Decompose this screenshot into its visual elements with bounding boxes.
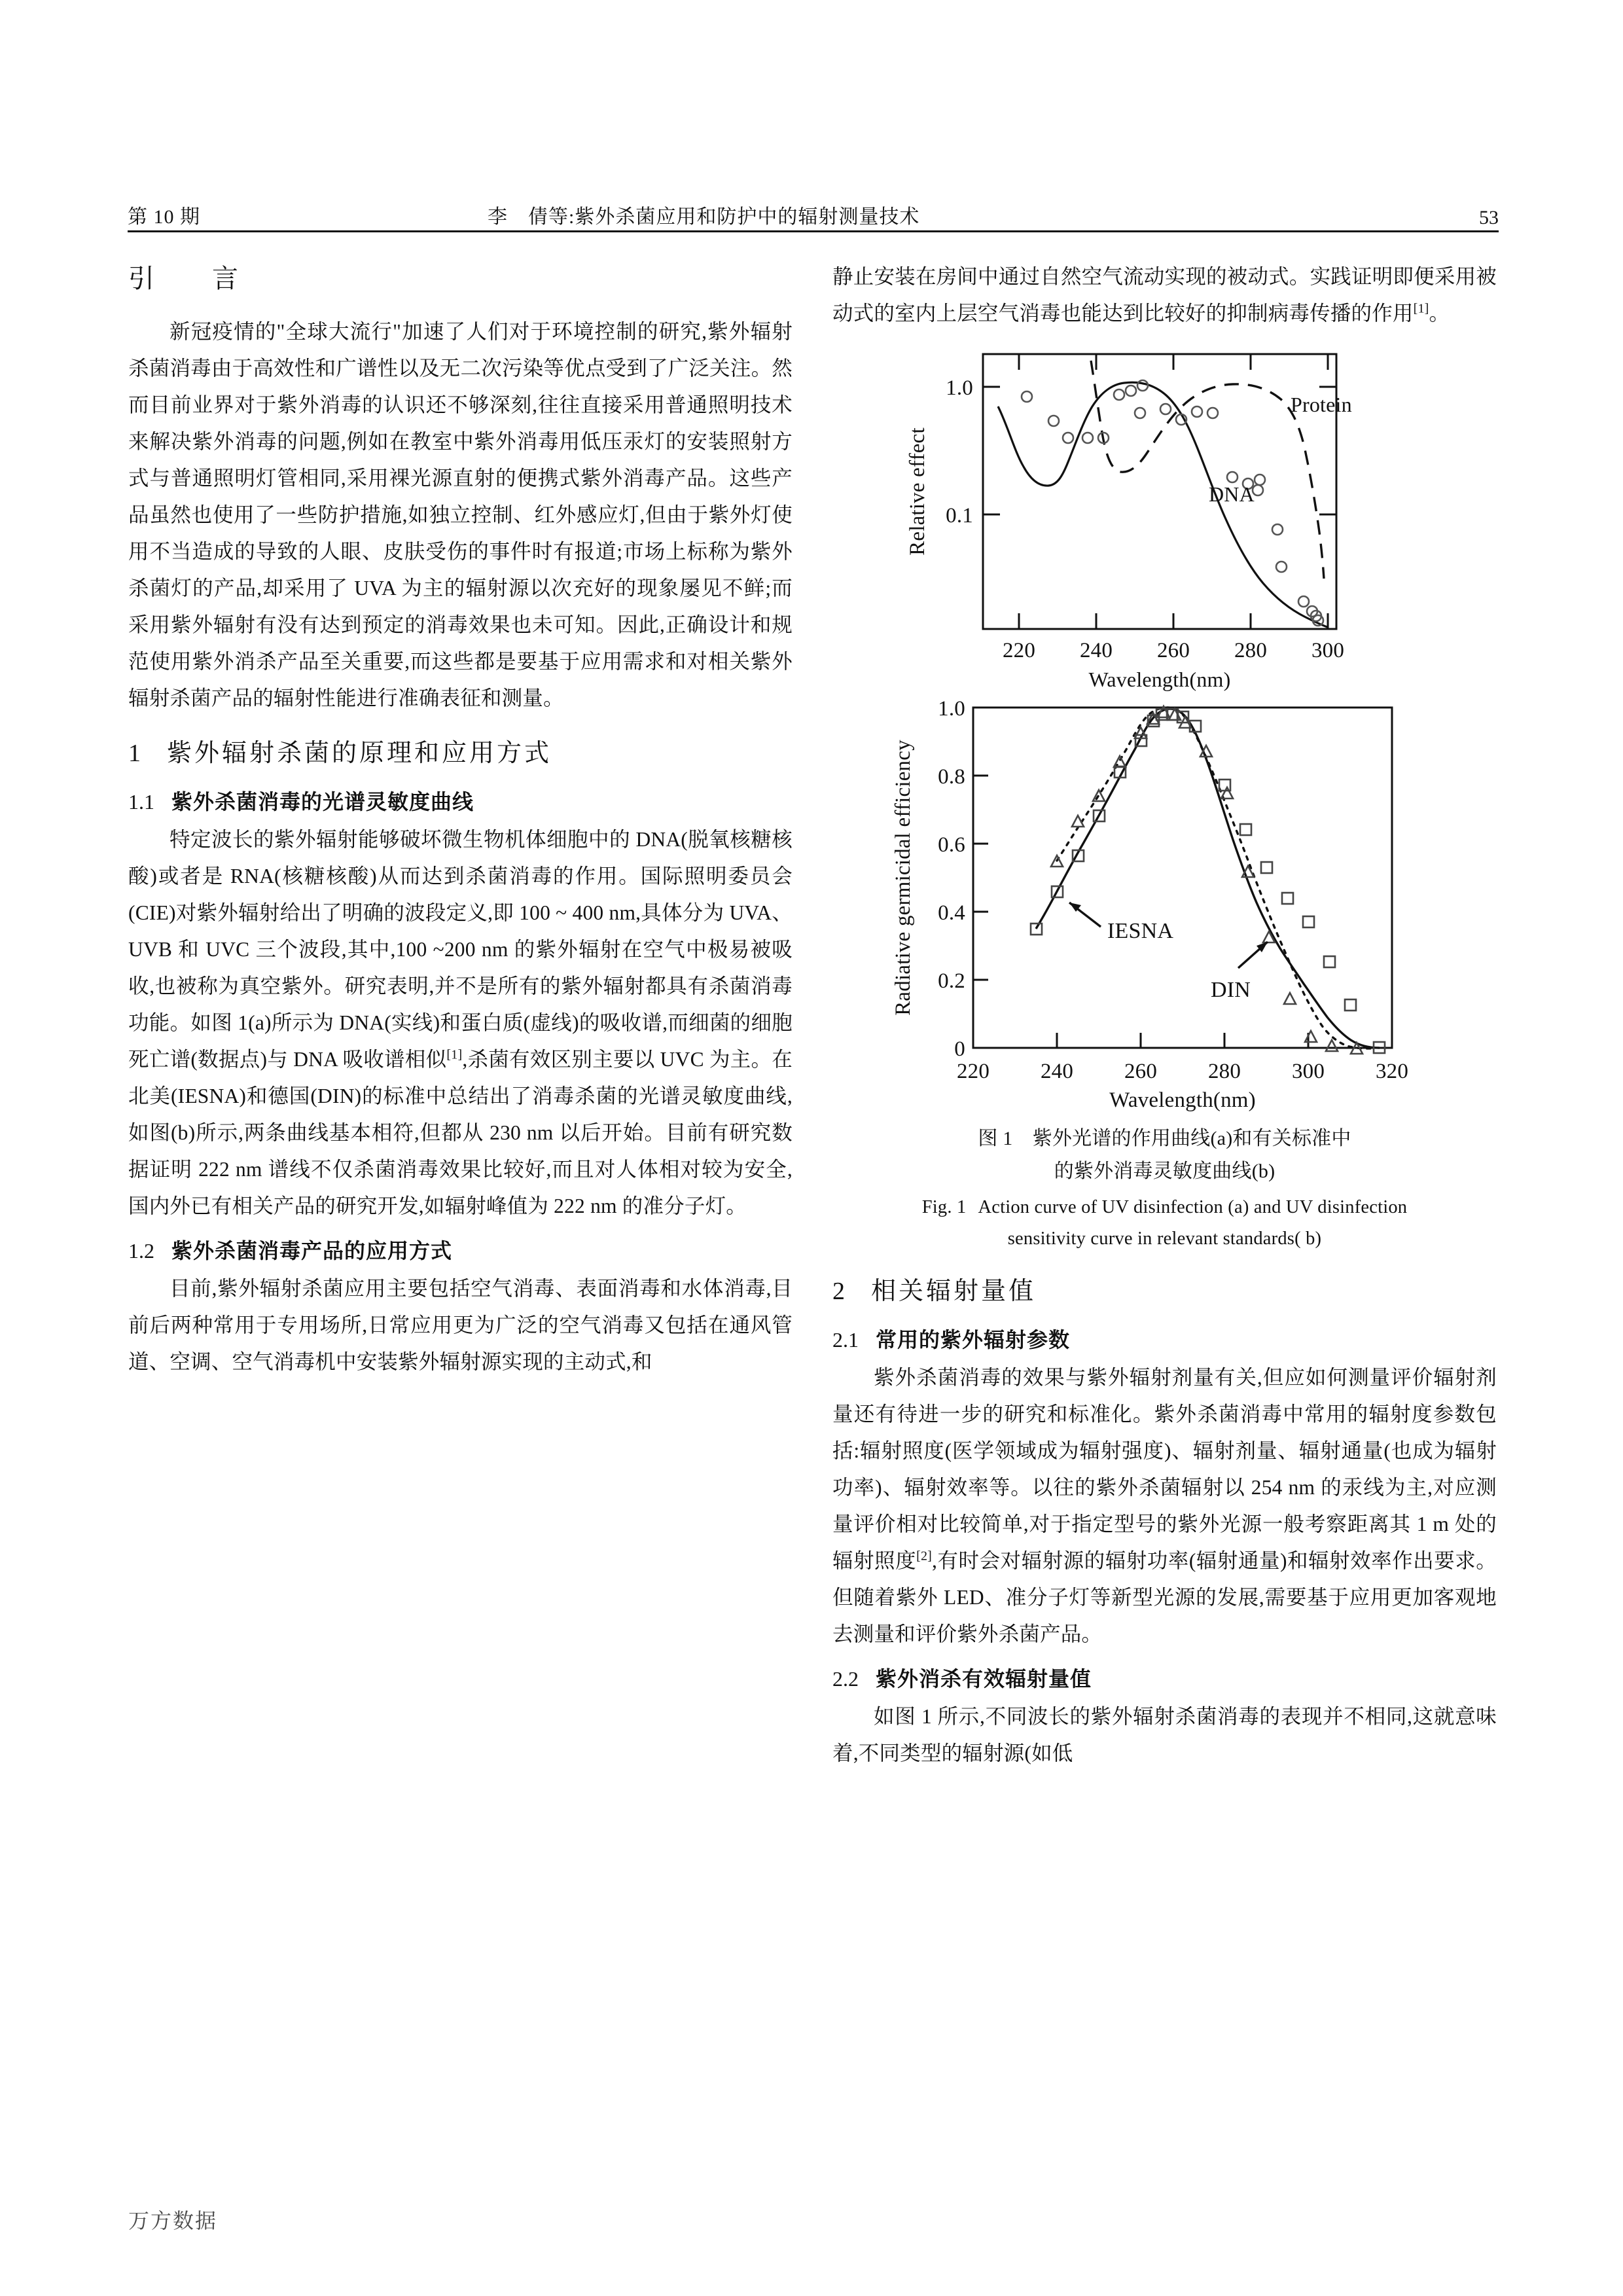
- article-running-title: 李 倩等:紫外杀菌应用和防护中的辐射测量技术: [488, 206, 920, 228]
- fig1b-ytick-0: 0: [954, 1037, 965, 1061]
- issue-number: 第 10 期: [128, 206, 200, 228]
- page-number: 53: [1479, 207, 1499, 228]
- running-head: [128, 190, 1499, 229]
- figure-caption-en: [832, 1192, 1497, 1255]
- subsection-number-2-1: 2.1: [832, 1328, 859, 1352]
- section-2-2-paragraph: 如图 1 所示,不同波长的紫外辐射杀菌消毒的表现并不相同,这就意味着,不同类型的辐射源(如低: [832, 1705, 1497, 1765]
- subsection-heading-2-1: [832, 1321, 1497, 1358]
- fig1a-xtick-220: 220: [1002, 639, 1036, 662]
- introduction-heading: 引 言: [128, 264, 254, 293]
- fig1b-ytick-0.2: 0.2: [938, 969, 965, 993]
- fig1b-xtick-240: 240: [1040, 1060, 1074, 1083]
- figure-caption-cn-line2: 的紫外消毒灵敏度曲线(b): [1054, 1160, 1275, 1182]
- fig1b-ytick-0.8: 0.8: [938, 765, 965, 789]
- subsection-heading-1-2: [128, 1232, 793, 1269]
- left-column: [128, 259, 793, 1380]
- subsection-title-1-1: 紫外杀菌消毒的光谱灵敏度曲线: [171, 790, 474, 814]
- section-number-1: 1: [128, 740, 143, 767]
- intro-paragraph: 新冠疫情的"全球大流行"加速了人们对于环境控制的研究,紫外辐射杀菌消毒由于高效性和广谱性以及无二次污染等优点受到了广泛关注。然而目前业界对于紫外消毒的认识还不够深刻,往往直接采用普通照明技术来解决紫外消毒的问题,例如在教室中紫外消毒用低压汞灯的安装照射方式与普通照明灯管相同,采用裸光源直射的便携式紫外消毒产品。这些产品虽然也使用了一些防护措施,如独立控制、红外感应灯,但由于紫外灯使用不当造成的导致的人眼、皮肤受伤的事件时有报道;市场上标称为紫外杀菌灯的产品,却采用了 UVA 为主的辐射源以次充好的现象屡见不鲜;而采用紫外辐射有没有达到预定的消毒效果也未可知。因此,正确设计和规范使用紫外消杀产品至关重要,而这些都是要基于应用需求和对相关紫外辐射杀菌产品的辐射性能进行准确表征和测量。: [128, 320, 793, 709]
- fig1b-xtick-280: 280: [1207, 1060, 1241, 1083]
- chart-fig1b: [832, 694, 1497, 1113]
- figure-caption-en-line2: sensitivity curve in relevant standards( b): [1007, 1229, 1322, 1249]
- figure-1: [832, 341, 1497, 1255]
- subsection-title-1-2: 紫外杀菌消毒产品的应用方式: [171, 1239, 453, 1263]
- reference-marker-1b: [1]: [1413, 301, 1429, 316]
- header-rule: [128, 230, 1499, 232]
- fig1b-xtick-260: 260: [1124, 1060, 1158, 1083]
- section-number-2: 2: [832, 1278, 847, 1305]
- fig1b-annotation-iesna-label: IESNA: [1107, 919, 1174, 943]
- fig1b-annotation-din-label: DIN: [1211, 978, 1251, 1002]
- section-1-1-text-b: ,杀菌有效区别主要以 UVC 为主。在北美(IESNA)和德国(DIN)的标准中总结出了消毒杀菌的光谱灵敏度曲线,如图(b)所示,两条曲线基本相符,但都从 230 nm 以后开始。目前有研究数据证明 222 nm 谱线不仅杀菌消毒效果比较好,而且对人体相对较为安全,国内外已有相关产品的研究开发,如辐射峰值为 222 nm 的准分子灯。: [128, 1048, 793, 1217]
- section-2-1-paragraph: [832, 1359, 1497, 1653]
- fig1a-ytick-0.1: 0.1: [946, 504, 973, 528]
- subsection-title-2-1: 常用的紫外辐射参数: [876, 1328, 1071, 1352]
- fig1a-annotation-dna: DNA: [1209, 482, 1255, 506]
- fig1b-xlabel: Wavelength(nm): [1109, 1088, 1256, 1112]
- fig1b-xtick-300: 300: [1291, 1060, 1325, 1083]
- database-watermark: 万方数据: [128, 2209, 218, 2233]
- fig1b-ylabel: Radiative germicidal efficiency: [891, 740, 915, 1016]
- section-2-1-text-a: 紫外杀菌消毒的效果与紫外辐射剂量有关,但应如何测量评价辐射剂量还有待进一步的研究和标准化。紫外杀菌消毒中常用的辐射度参数包括:辐射照度(医学领域成为辐射强度)、辐射剂量、辐射通量(也成为辐射功率)、辐射效率等。以往的紫外杀菌辐射以 254 nm 的汞线为主,对应测量评价相对比较简单,对于指定型号的紫外光源一般考察距离其 1 m 处的辐射照度: [832, 1366, 1497, 1572]
- right-column: [832, 259, 1497, 1772]
- fig1a-xtick-240: 240: [1079, 639, 1113, 662]
- subsection-number-1-2: 1.2: [128, 1239, 154, 1263]
- subsection-heading-1-1: [128, 783, 793, 820]
- fig1b-xtick-320: 320: [1375, 1060, 1409, 1083]
- fig1a-xlabel: Wavelength(nm): [1088, 668, 1231, 691]
- figure-caption-cn: [832, 1122, 1497, 1188]
- fig1a-ytick-1: 1.0: [946, 376, 973, 400]
- figure-caption-en-label: Fig. 1: [921, 1197, 967, 1217]
- continuation-paragraph: [832, 259, 1497, 332]
- fig1b-ytick-0.6: 0.6: [938, 833, 965, 857]
- reference-marker-2: [2]: [916, 1549, 933, 1564]
- fig1b-ytick-0.4: 0.4: [938, 901, 965, 925]
- section-1-2-paragraph: 目前,紫外辐射杀菌应用主要包括空气消毒、表面消毒和水体消毒,目前后两种常用于专用场所,日常应用更为广泛的空气消毒又包括在通风管道、空调、空气消毒机中安装紫外辐射源实现的主动式,和: [128, 1277, 793, 1373]
- section-1-1-text-a: 特定波长的紫外辐射能够破坏微生物机体细胞中的 DNA(脱氧核糖核酸)或者是 RNA(核糖核酸)从而达到杀菌消毒的作用。国际照明委员会(CIE)对紫外辐射给出了明确的波段定义,即 100 ~ 400 nm,具体分为 UVA、UVB 和 UVC 三个波段,其中,100 ~200 nm 的紫外辐射在空气中极易被吸收,也被称为真空紫外。研究表明,并不是所有的紫外辐射都具有杀菌消毒功能。如图 1(a)所示为 DNA(实线)和蛋白质(虚线)的吸收谱,而细菌的细胞死亡谱(数据点)与 DNA 吸收谱相似: [128, 828, 793, 1071]
- subsection-title-2-2: 紫外消杀有效辐射量值: [876, 1667, 1092, 1691]
- section-heading-2: [832, 1272, 1497, 1311]
- subsection-number-1-1: 1.1: [128, 790, 154, 814]
- fig1a-ylabel: Relative effect: [906, 427, 929, 556]
- section-2-1-text-b: ,有时会对辐射源的辐射功率(辐射通量)和辐射效率作出要求。但随着紫外 LED、准分子灯等新型光源的发展,需要基于应用更加客观地去测量和评价紫外杀菌产品。: [832, 1549, 1497, 1645]
- fig1a-xtick-280: 280: [1234, 639, 1268, 662]
- subsection-number-2-2: 2.2: [832, 1667, 859, 1691]
- section-title-1: 紫外辐射杀菌的原理和应用方式: [167, 740, 552, 767]
- subsection-heading-2-2: [832, 1660, 1497, 1697]
- continuation-tail: 。: [1429, 302, 1450, 325]
- fig1a-annotation-protein: Protein: [1291, 393, 1352, 416]
- section-1-1-paragraph: [128, 821, 793, 1225]
- section-title-2: 相关辐射量值: [871, 1278, 1037, 1305]
- figure-caption-en-line1: [832, 1192, 1497, 1223]
- fig1a-xtick-260: 260: [1156, 639, 1190, 662]
- fig1a-xtick-300: 300: [1311, 639, 1345, 662]
- fig1b-xtick-220: 220: [956, 1060, 990, 1083]
- reference-marker-1a: [1]: [446, 1047, 463, 1062]
- section-heading-1: [128, 734, 793, 773]
- chart-fig1a: [832, 341, 1497, 694]
- figure-caption-cn-line1: 图 1 紫外光谱的作用曲线(a)和有关标准中: [978, 1128, 1351, 1149]
- fig1b-ytick-1.0: 1.0: [938, 697, 965, 721]
- figure-caption-en-text1: Action curve of UV disinfection (a) and UV disinfection: [978, 1197, 1408, 1217]
- continuation-text: 静止安装在房间中通过自然空气流动实现的被动式。实践证明即便采用被动式的室内上层空气消毒也能达到比较好的抑制病毒传播的作用: [832, 265, 1497, 325]
- figure-1-plots: [832, 341, 1497, 1113]
